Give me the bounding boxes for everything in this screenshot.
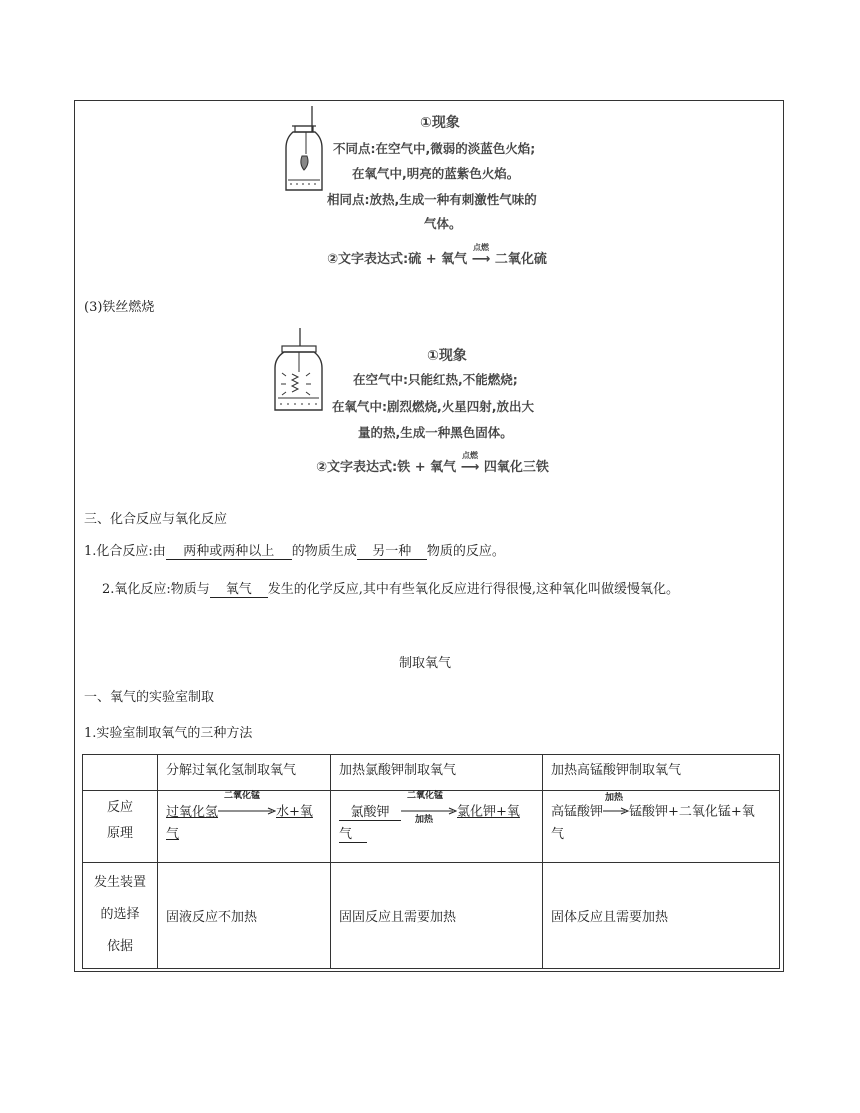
kclo3-products: 氯化钾+氧 <box>457 804 520 820</box>
oxidation-blank: 氧气 <box>210 582 268 598</box>
combination-blank-2: 另一种 <box>357 544 427 560</box>
principle-h2o2 <box>158 791 331 863</box>
combination-suffix: 物质的反应。 <box>426 544 505 559</box>
sulfur-eq-arrow-group <box>471 243 491 267</box>
kclo3-products-continued: 气 <box>339 827 367 843</box>
combination-prefix: 1.化合反应:由 <box>84 544 166 559</box>
row-label-line: 的选择 <box>100 907 140 922</box>
kmno4-reactant: 高锰酸钾 <box>551 804 604 820</box>
sulfur-eq-product: 二氧化硫 <box>494 252 547 267</box>
center-title: 制取氧气 <box>399 656 452 671</box>
iron-eq-arrow-group <box>460 451 480 475</box>
combination-middle: 的物质生成 <box>291 544 357 559</box>
sulfur-phenomena-line-3: 相同点:放热,生成一种有刺激性气味的 <box>327 192 537 207</box>
device-kmno4: 固体反应且需要加热 <box>543 863 780 969</box>
sulfur-phenomena-title: ①现象 <box>420 115 460 131</box>
iron-jar-illustration <box>272 326 326 414</box>
reaction-arrow-icon: ⟶ <box>471 252 491 267</box>
iron-phenomena-title: ①现象 <box>427 348 467 364</box>
h2o2-products: 水+氧 <box>276 804 313 820</box>
sulfur-eq-reactants: ②文字表达式:硫 + 氧气 <box>327 252 468 267</box>
table-header-cell <box>83 755 158 791</box>
oxidation-reaction-definition <box>102 578 679 598</box>
row-label-line: 发生装置 <box>93 875 146 890</box>
kmno4-products-continued: 气 <box>551 826 565 842</box>
oxidation-prefix: 2.氧化反应:物质与 <box>102 582 210 597</box>
row-label-device <box>83 863 158 969</box>
methods-subtitle: 1.实验室制取氧气的三种方法 <box>84 726 253 741</box>
sulfur-word-equation <box>327 243 547 267</box>
principle-kmno4 <box>543 791 780 863</box>
combination-blank-1: 两种或两种以上 <box>166 544 292 560</box>
kmno4-products: 锰酸钾+二氧化锰+氧 <box>629 804 755 820</box>
kclo3-condition-above: 二氧化锰 <box>407 791 444 801</box>
table-header-cell: 加热氯酸钾制取氧气 <box>331 755 543 791</box>
row-label-principle <box>83 791 158 863</box>
h2o2-products-continued: 气 <box>166 826 180 842</box>
iron-eq-reactants: ②文字表达式:铁 + 氧气 <box>316 460 457 475</box>
row-label-line: 依据 <box>106 939 133 954</box>
iron-eq-condition: 点燃 <box>462 451 478 460</box>
iron-phenomena-line-2: 在氧气中:剧烈燃烧,火星四射,放出大 <box>332 399 534 414</box>
section-3-title: 三、化合反应与氧化反应 <box>84 512 228 527</box>
sulfur-phenomena-line-4: 气体。 <box>424 216 462 231</box>
kclo3-reactant: 氯酸钾 <box>339 805 401 821</box>
kmno4-arrow-group <box>603 793 629 823</box>
sulfur-phenomena-line-2: 在氧气中,明亮的蓝紫色火焰。 <box>352 166 520 181</box>
table-header-cell: 分解过氧化氢制取氧气 <box>158 755 331 791</box>
table-row-device <box>83 863 780 969</box>
principle-kclo3 <box>331 791 543 863</box>
oxygen-preparation-methods-table <box>82 754 780 969</box>
iron-eq-product: 四氧化三铁 <box>483 460 549 475</box>
reaction-arrow-icon <box>218 807 276 815</box>
section-1-title: 一、氧气的实验室制取 <box>84 690 215 705</box>
device-h2o2: 固液反应不加热 <box>158 863 331 969</box>
iron-burning-heading: (3)铁丝燃烧 <box>84 300 155 315</box>
h2o2-reactant: 过氧化氢 <box>166 804 219 820</box>
sulfur-phenomena-line-1: 不同点:在空气中,微弱的淡蓝色火焰; <box>333 141 536 156</box>
sulfur-eq-condition: 点燃 <box>473 243 489 252</box>
row-label-line: 原理 <box>106 826 133 841</box>
sulfur-jar-illustration <box>282 104 328 196</box>
table-row-principle <box>83 791 780 863</box>
iron-phenomena-line-3: 量的热,生成一种黑色固体。 <box>358 425 513 440</box>
device-kclo3: 固固反应且需要加热 <box>331 863 543 969</box>
kclo3-arrow-group <box>401 791 457 825</box>
combination-reaction-definition <box>84 540 505 560</box>
row-label-line: 反应 <box>106 800 133 815</box>
oxidation-suffix: 发生的化学反应,其中有些氧化反应进行得很慢,这种氧化叫做缓慢氧化。 <box>267 582 680 597</box>
kmno4-condition: 加热 <box>605 793 624 803</box>
kclo3-condition-below: 加热 <box>415 815 434 825</box>
iron-word-equation <box>316 451 549 475</box>
reaction-arrow-icon: ⟶ <box>460 460 480 475</box>
iron-phenomena-line-1: 在空气中:只能红热,不能燃烧; <box>353 372 518 387</box>
h2o2-condition: 二氧化锰 <box>224 791 261 801</box>
h2o2-arrow-group <box>218 791 276 823</box>
table-header-cell: 加热高锰酸钾制取氧气 <box>543 755 780 791</box>
